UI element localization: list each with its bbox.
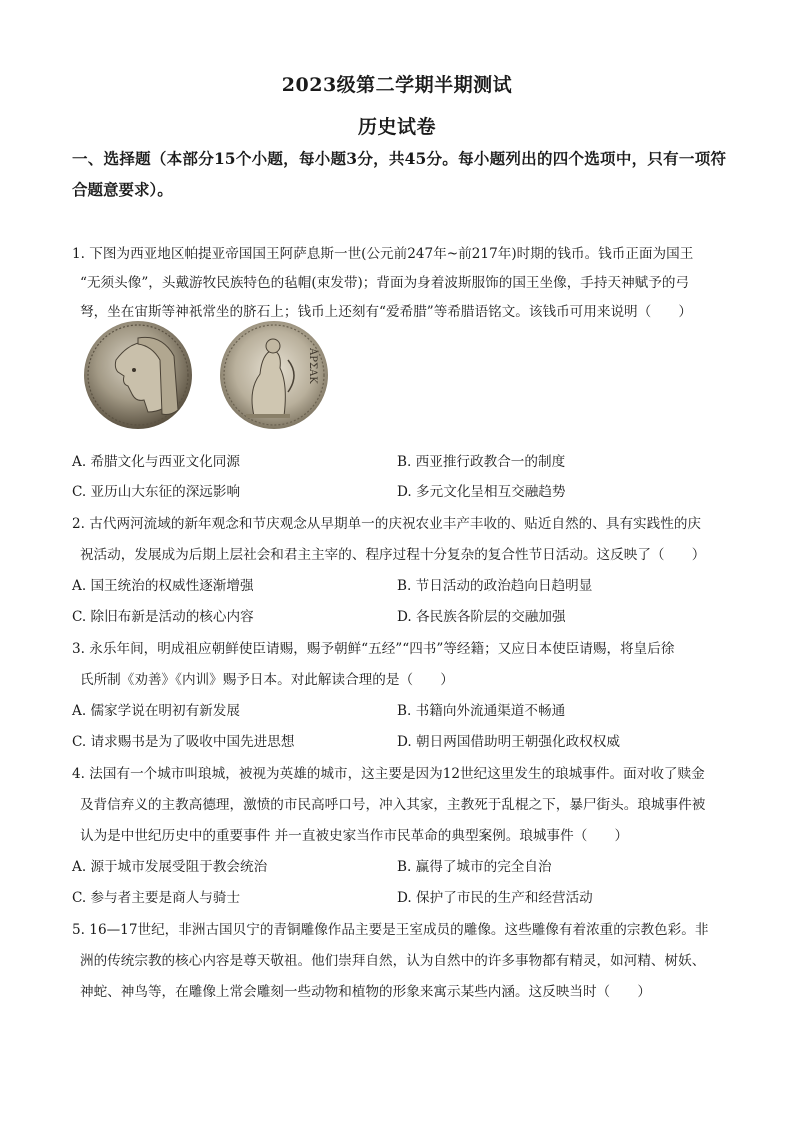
exam-title: 2023级第二学期半期测试 <box>281 74 513 96</box>
q1-option-a: A. 希腊文化与西亚文化同源 <box>72 454 240 470</box>
q3-option-a: A. 儒家学说在明初有新发展 <box>72 703 240 719</box>
q3-option-c: C. 请求赐书是为了吸收中国先进思想 <box>72 734 295 750</box>
question-2-line-1: 2. 古代两河流域的新年观念和节庆观念从早期单一的庆祝农业丰产丰收的、贴近自然的、具有实践性的庆 <box>72 516 702 532</box>
section-heading: 一、选择题（本部分15个小题，每小题3分，共45分。每小题列出的四个选项中，只有一项符合题意要求）。 <box>72 149 726 199</box>
question-1-line-2: “无须头像”，头戴游牧民族特色的毡帽(束发带)；背面为身着波斯服饰的国王坐像，手持天神赋予的弓 <box>80 275 690 291</box>
coin-seated-archer-icon <box>220 321 328 429</box>
q2-option-a: A. 国王统治的权威性逐渐增强 <box>72 578 254 594</box>
question-4-line-1: 4. 法国有一个城市叫琅城，被视为英雄的城市，这主要是因为12世纪这里发生的琅城事件。面对收了赎金 <box>72 766 705 782</box>
question-4-line-3: 认为是中世纪历史中的重要事件 并一直被史家当作市民革命的典型案例。琅城事件（ ） <box>80 828 629 844</box>
q4-option-b: B. 赢得了城市的完全自治 <box>397 859 552 875</box>
q2-option-c: C. 除旧布新是活动的核心内容 <box>72 609 254 625</box>
q4-option-d: D. 保护了市民的生产和经营活动 <box>397 890 593 906</box>
q1-option-b: B. 西亚推行政教合一的制度 <box>397 454 566 470</box>
coin-portrait-icon <box>84 321 192 429</box>
question-3-line-1: 3. 永乐年间，明成祖应朝鲜使臣请赐，赐予朝鲜“五经”“四书”等经籍；又应日本使臣请赐，将皇后徐 <box>72 641 675 657</box>
q2-option-d: D. 各民族各阶层的交融加强 <box>397 609 566 625</box>
question-5-line-2: 洲的传统宗教的核心内容是尊天敬祖。他们崇拜自然，认为自然中的许多事物都有精灵，如河精、树妖、 <box>80 953 706 969</box>
question-3-line-2: 氏所制《劝善》《内训》赐予日本。对此解读合理的是（ ） <box>80 672 454 688</box>
q4-option-a: A. 源于城市发展受阻于教会统治 <box>72 859 268 875</box>
q2-option-b: B. 节日活动的政治趋向日趋明显 <box>397 578 593 594</box>
coin-figure <box>78 320 340 430</box>
q1-option-d: D. 多元文化呈相互交融趋势 <box>397 484 566 500</box>
q1-option-c: C. 亚历山大东征的深远影响 <box>72 484 241 500</box>
question-1-line-1: 1. 下图为西亚地区帕提亚帝国国王阿萨息斯一世(公元前247年~前217年)时期的钱币。钱币正面为国王 <box>72 246 694 262</box>
question-4-line-2: 及背信弃义的主教高德理，激愤的市民高呼口号，冲入其家，主教死于乱棍之下，暴尸街头。琅城事件被 <box>80 797 706 813</box>
question-5-line-3: 神蛇、神鸟等，在雕像上常会雕刻一些动物和植物的形象来寓示某些内涵。这反映当时（ ） <box>80 984 651 1000</box>
q3-option-d: D. 朝日两国借助明王朝强化政权权威 <box>397 734 620 750</box>
question-2-line-2: 祝活动，发展成为后期上层社会和君主主宰的、程序过程十分复杂的复合性节日活动。这反映了（ ） <box>80 547 706 563</box>
exam-subtitle: 历史试卷 <box>357 116 436 138</box>
question-1-line-3: 弩，坐在宙斯等神祇常坐的脐石上；钱币上还刻有“爱希腊”等希腊语铭文。该钱币可用来说明（ ） <box>80 304 693 320</box>
question-5-line-1: 5. 16—17世纪，非洲古国贝宁的青铜雕像作品主要是王室成员的雕像。这些雕像有着浓重的宗教色彩。非 <box>72 922 709 938</box>
q4-option-c: C. 参与者主要是商人与骑士 <box>72 890 241 906</box>
svg-text:ΑΡΣΑΚ: ΑΡΣΑΚ <box>307 348 318 384</box>
q3-option-b: B. 书籍向外流通渠道不畅通 <box>397 703 566 719</box>
